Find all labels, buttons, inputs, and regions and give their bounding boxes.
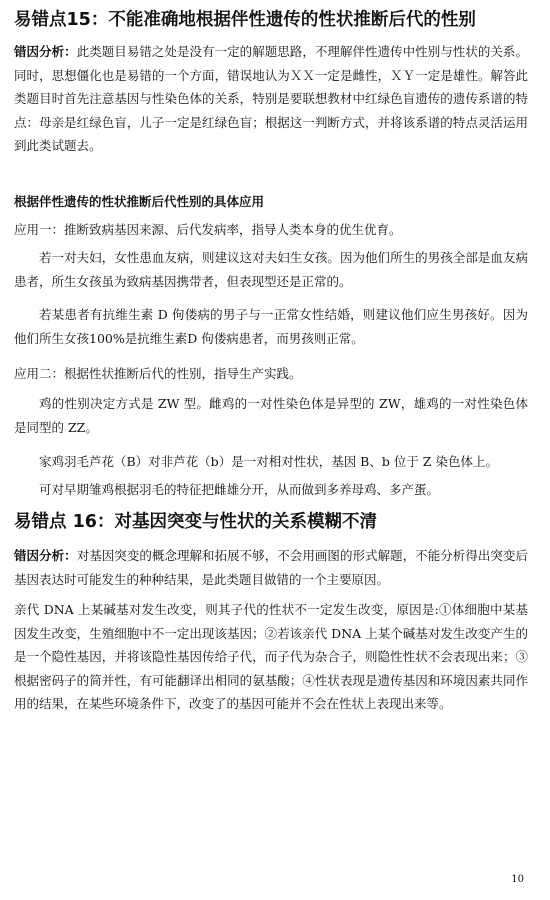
application-one: 应用一：推断致病基因来源、后代发病率，指导人类本身的优生优育。 <box>14 222 402 237</box>
section-16-analysis <box>14 544 528 591</box>
analysis-label: 错因分析： <box>14 44 77 59</box>
paragraph-rickets: 若某患者有抗维生素 D 佝偻病的男子与一正常女性结婚，则建议他们应生男孩好。因为他们所生女孩100%是抗维生素D 佝偻病患者，而男孩则正常。 <box>14 307 528 346</box>
analysis-text: 对基因突变的概念理解和拓展不够，不会用画图的形式解题，不能分析得出突变后基因表达时可能发生的种种结果，是此类题目做错的一个主要原因。 <box>14 548 528 587</box>
section-16-title: 易错点 16：对基因突变与性状的关系模糊不清 <box>14 512 377 532</box>
analysis-text: 此类题目易错之处是没有一定的解题思路，不理解伴性遗传中性别与性状的关系。同时，思想僵化也是易错的一个方面，错误地认为ＸＸ一定是雌性，ＸＹ一定是雄性。解答此类题目时首先注意基因与性染色体的关系，特别是要联想教材中红绿色盲遗传的遗传系谱的特点：母亲是红绿色盲，儿子一定是红绿色盲；根据这一判断方式，并将该系谱的特点灵活运用到此类试题去。 <box>14 44 528 153</box>
page-number: 10 <box>511 874 524 885</box>
section-15-subheading: 根据伴性遗传的性状推断后代性别的具体应用 <box>14 194 265 209</box>
application-two: 应用二：根据性状推断后代的性别，指导生产实践。 <box>14 366 302 381</box>
section-15-title: 易错点15：不能准确地根据伴性遗传的性状推断后代的性别 <box>14 10 476 30</box>
section-15-analysis <box>14 40 528 158</box>
paragraph-hemophilia: 若一对夫妇，女性患血友病，则建议这对夫妇生女孩。因为他们所生的男孩全部是血友病患者，所生女孩虽为致病基因携带者，但表现型还是正常的。 <box>14 250 528 289</box>
analysis-label: 错因分析： <box>14 548 77 563</box>
paragraph-chick-sorting: 可对早期雏鸡根据羽毛的特征把雌雄分开，从而做到多养母鸡、多产蛋。 <box>39 482 440 497</box>
paragraph-zw-sex: 鸡的性别决定方式是 ZW 型。雌鸡的一对性染色体是异型的 ZW，雄鸡的一对性染色体是同型的 ZZ。 <box>14 396 528 435</box>
paragraph-feather-gene: 家鸡羽毛芦花（B）对非芦花（b）是一对相对性状，基因 B、b 位于 Z 染色体上。 <box>39 454 498 469</box>
paragraph-mutation-reasons: 亲代 DNA 上某碱基对发生改变，则其子代的性状不一定发生改变，原因是:①体细胞中某基因发生改变，生殖细胞中不一定出现该基因；②若该亲代 DNA 上某个碱基对发生改变产生的是一个隐性基因，并将该隐性基因传给子代，而子代为杂合子，则隐性性状不会表现出来；③根据密码子的简并性，有可能翻译出相同的氨基酸；④性状表现是遗传基因和环境因素共同作用的结果，在某些环境条件下，改变了的基因可能并不会在性状上表现出来等。 <box>14 602 528 711</box>
